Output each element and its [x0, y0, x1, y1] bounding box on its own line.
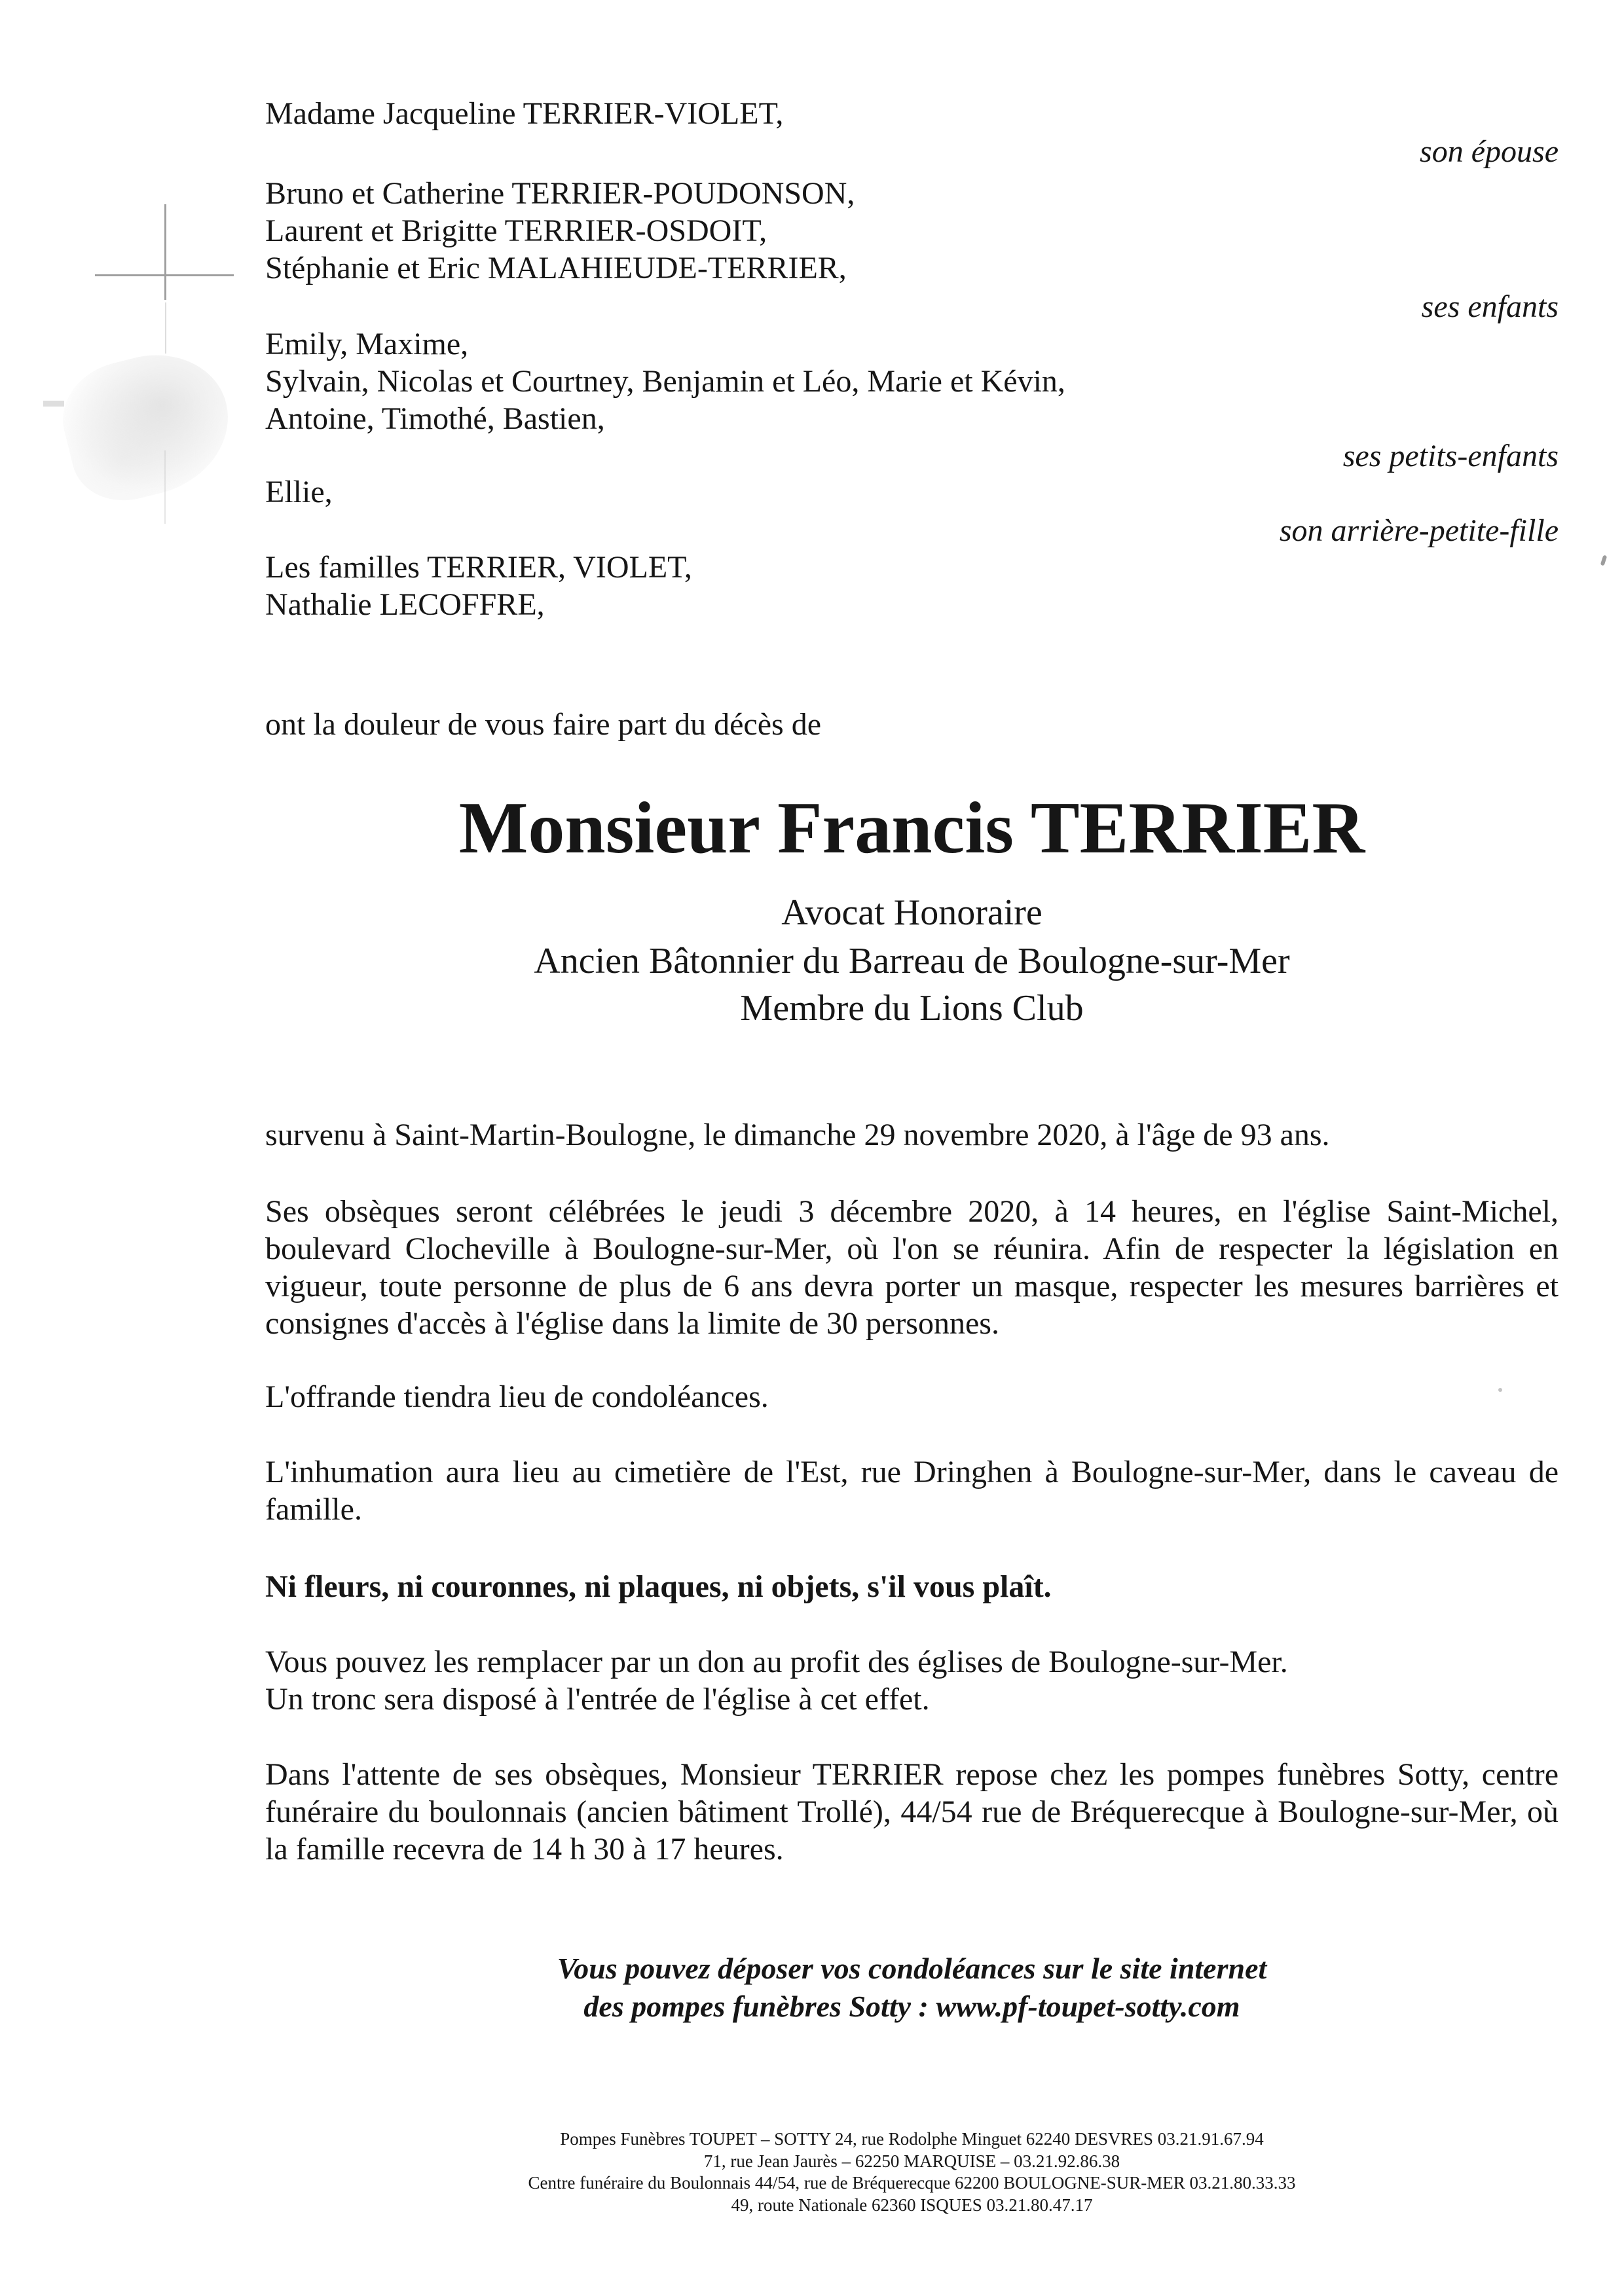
scan-edge-mark — [43, 401, 64, 407]
condolence-note-line-1: Vous pouvez déposer vos condoléances sur le site internet — [557, 1952, 1267, 1985]
deceased-title-3: Membre du Lions Club — [740, 988, 1084, 1029]
mourner-line-child-1: Bruno et Catherine TERRIER-POUDONSON, — [265, 176, 855, 211]
deceased-name: Monsieur Francis TERRIER — [458, 788, 1365, 869]
announcement-intro: ont la douleur de vous faire part du décès de — [265, 707, 822, 742]
deceased-title-2: Ancien Bâtonnier du Barreau de Boulogne-sur-Mer — [534, 941, 1290, 981]
condolence-note-website-line: des pompes funèbres Sotty : www.pf-toupet-sotty.com — [583, 1990, 1240, 2023]
registration-cross-fade-artifact — [165, 302, 166, 354]
deceased-title-1: Avocat Honoraire — [781, 892, 1043, 933]
registration-cross-vertical-artifact — [164, 204, 166, 300]
burial-paragraph: L'inhumation aura lieu au cimetière de l'Est, rue Dringhen à Boulogne-sur-Mer, dans le caveau de famille. — [265, 1455, 1559, 1527]
ceremony-paragraph: Ses obsèques seront célébrées le jeudi 3 décembre 2020, à 14 heures, en l'église Saint-Michel, boulevard Clocheville à Boulogne-sur-Mer, où l'on se réunira. Afin de respecter la législation en vigueur, toute personne de plus de 6 ans devra porter un masque, respecter les mesures barrières et consignes d'accès à l'église dans la limite de 30 personnes. — [265, 1194, 1559, 1341]
no-flowers-line: Ni fleurs, ni couronnes, ni plaques, ni objets, s'il vous plaît. — [265, 1569, 1052, 1604]
death-info-paragraph: survenu à Saint-Martin-Boulogne, le dimanche 29 novembre 2020, à l'âge de 93 ans. — [265, 1118, 1330, 1152]
mourner-line-grandchild-2: Sylvain, Nicolas et Courtney, Benjamin et Léo, Marie et Kévin, — [265, 364, 1065, 399]
footer-address-isques: 49, route Nationale 62360 ISQUES 03.21.80.47.17 — [731, 2195, 1093, 2215]
footer-address-marquise: 71, rue Jean Jaurès – 62250 MARQUISE – 03.21.92.86.38 — [703, 2151, 1120, 2171]
relation-label-enfants: ses enfants — [1421, 289, 1559, 324]
mourner-line-nathalie: Nathalie LECOFFRE, — [265, 587, 545, 622]
mourner-line-great-grandchild: Ellie, — [265, 475, 333, 509]
donation-line-2: Un tronc sera disposé à l'entrée de l'église à cet effet. — [265, 1682, 930, 1717]
mourner-line-grandchild-1: Emily, Maxime, — [265, 327, 469, 361]
mourner-line-child-2: Laurent et Brigitte TERRIER-OSDOIT, — [265, 213, 767, 248]
donation-line-1: Vous pouvez les remplacer par un don au profit des églises de Boulogne-sur-Mer. — [265, 1645, 1288, 1679]
offering-line: L'offrande tiendra lieu de condoléances. — [265, 1379, 769, 1414]
footer-address-desvres: Pompes Funèbres TOUPET – SOTTY 24, rue Rodolphe Minguet 62240 DESVRES 03.21.91.67.94 — [560, 2129, 1264, 2149]
footer-address-boulogne: Centre funéraire du Boulonnais 44/54, rue de Bréquerecque 62200 BOULOGNE-SUR-MER 03.21.80.33.33 — [528, 2173, 1296, 2193]
dove-watermark-smudge — [51, 339, 243, 512]
mourner-line-families: Les familles TERRIER, VIOLET, — [265, 550, 692, 585]
relation-label-epouse: son épouse — [1420, 134, 1559, 169]
mourner-line-grandchild-3: Antoine, Timothé, Bastien, — [265, 401, 605, 436]
relation-label-arriere-petite-fille: son arrière-petite-fille — [1279, 513, 1559, 548]
repose-paragraph: Dans l'attente de ses obsèques, Monsieur TERRIER repose chez les pompes funèbres Sotty, centre funéraire du boulonnais (ancien bâtiment Trollé), 44/54 rue de Bréquerecque à Boulogne-sur-Mer, où la famille recevra de 14 h 30 à 17 heures. — [265, 1757, 1559, 1867]
mourner-line-wife: Madame Jacqueline TERRIER-VIOLET, — [265, 96, 784, 131]
scan-speck-mark — [1600, 555, 1608, 566]
relation-label-petits-enfants: ses petits-enfants — [1342, 439, 1559, 473]
mourner-line-child-3: Stéphanie et Eric MALAHIEUDE-TERRIER, — [265, 251, 847, 285]
